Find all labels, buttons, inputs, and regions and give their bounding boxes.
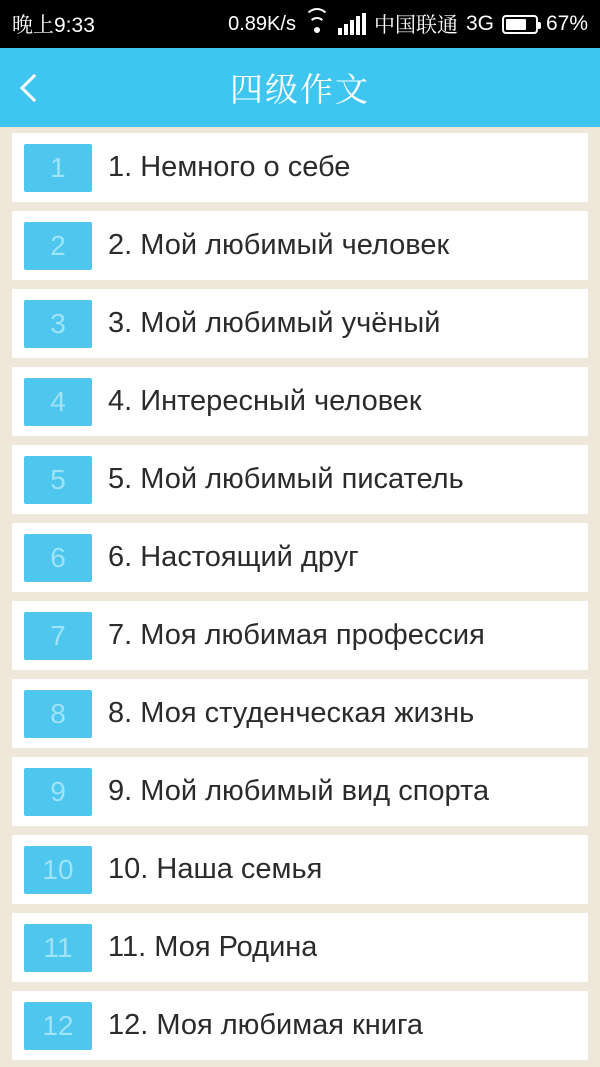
- chevron-left-icon: [20, 73, 48, 101]
- list-item[interactable]: [12, 133, 588, 202]
- list-item[interactable]: [12, 211, 588, 280]
- item-number-badge: 11: [24, 924, 92, 972]
- item-number-badge: 6: [24, 534, 92, 582]
- list-item[interactable]: [12, 445, 588, 514]
- item-number-badge: 5: [24, 456, 92, 504]
- item-number-badge: 8: [24, 690, 92, 738]
- status-bar-left: [12, 9, 95, 39]
- network-speed: 0.89K/s: [228, 12, 296, 35]
- signal-bars-icon: [338, 13, 366, 35]
- list-item[interactable]: [12, 679, 588, 748]
- back-button[interactable]: [0, 48, 62, 127]
- page-title: 四级作文: [230, 71, 370, 108]
- item-title: 5. Мой любимый писатель: [108, 463, 464, 495]
- item-number-badge: 7: [24, 612, 92, 660]
- list-item[interactable]: [12, 601, 588, 670]
- item-title: 8. Моя студенческая жизнь: [108, 697, 475, 729]
- item-title: 1. Немного о себе: [108, 151, 351, 183]
- item-number-badge: 12: [24, 1002, 92, 1050]
- status-time: 晚上9:33: [12, 14, 95, 37]
- list-item[interactable]: [12, 913, 588, 982]
- list-item[interactable]: [12, 367, 588, 436]
- list-item[interactable]: [12, 523, 588, 592]
- item-number-badge: 2: [24, 222, 92, 270]
- list-item[interactable]: [12, 289, 588, 358]
- item-title: 3. Мой любимый учёный: [108, 307, 441, 339]
- status-bar-right: [228, 9, 588, 39]
- essay-list[interactable]: [0, 127, 600, 1067]
- app-bar: [0, 48, 600, 127]
- item-number-badge: 3: [24, 300, 92, 348]
- item-title: 6. Настоящий друг: [108, 541, 359, 573]
- item-title: 7. Моя любимая профессия: [108, 619, 485, 651]
- item-number-badge: 9: [24, 768, 92, 816]
- item-title: 12. Моя любимая книга: [108, 1009, 424, 1041]
- battery-icon: [502, 15, 538, 34]
- status-bar: [0, 0, 600, 48]
- item-title: 10. Наша семья: [108, 853, 323, 885]
- battery-percent: 67%: [545, 12, 588, 35]
- item-number-badge: 4: [24, 378, 92, 426]
- item-title: 9. Мой любимый вид спорта: [108, 775, 490, 807]
- item-title: 4. Интересный человек: [108, 385, 422, 417]
- item-number-badge: 1: [24, 144, 92, 192]
- network-type-label: 3G: [465, 12, 494, 35]
- list-item[interactable]: [12, 757, 588, 826]
- item-title: 2. Мой любимый человек: [108, 229, 450, 261]
- wifi-icon: [304, 14, 330, 34]
- list-item[interactable]: [12, 991, 588, 1060]
- list-item[interactable]: [12, 835, 588, 904]
- item-number-badge: 10: [24, 846, 92, 894]
- item-title: 11. Моя Родина: [108, 931, 318, 963]
- carrier-label: 中国联通: [373, 14, 458, 37]
